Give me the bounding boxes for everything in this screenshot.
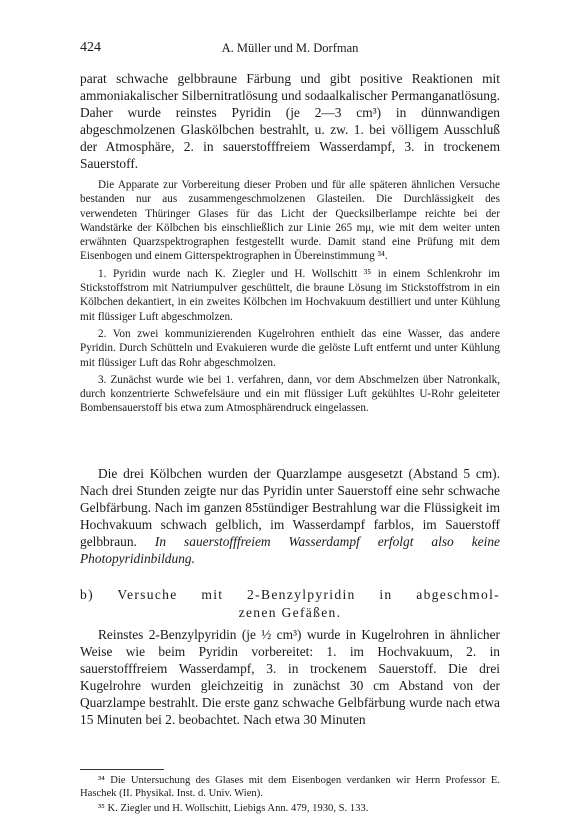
footnotes [80, 774, 500, 815]
section-b-heading-line-2: zenen Gefäßen. [238, 605, 342, 620]
page-number: 424 [80, 40, 101, 55]
section-b-paragraph: Reinstes 2-Benzylpyridin (je ½ cm³) wurde in Kugelrohren in ähnlicher Weise wie beim Pyridin vorbereitet: 1. im Hochvakuum, 2. in sauerstofffreiem Wasserdampf, 3. in trockenem Sauerstoff. Die drei Kugelrohre wurden gleichzeitig in zunächst 30 cm Abstand von der Quarzlampe bestrahlt. Die erste ganz schwache Gelbfärbung wurde nach etwa 15 Minuten bei 2. beobachtet. Nach etwa 30 Minuten [80, 627, 500, 727]
footnote-34: ³⁴ Die Untersuchung des Glases mit dem Eisenbogen verdanken wir Herrn Professor E. Haschek (II. Physikal. Inst. d. Univ. Wien). [80, 775, 500, 800]
running-head-authors: A. Müller und M. Dorfman [221, 41, 359, 55]
results-text: Die drei Kölbchen wurden der Quarzlampe ausgesetzt (Abstand 5 cm). Nach drei Stunden zeigte nur das Pyridin unter Sauerstoff eine sehr schwache Gelbfärbung. Nach im ganzen 85stündiger Bestrahlung war die Flüssigkeit im Hochvakuum schwach gelblich, im Wasserdampf farblos, im Sauerstoff gelbbraun. [80, 466, 500, 549]
intro-block [80, 70, 500, 172]
footnote-rule [80, 769, 164, 770]
section-b-heading-line-1: b) Versuche mit 2-Benzylpyridin in abgeschmol- [80, 587, 500, 602]
small-print-block [80, 178, 500, 416]
section-b-heading [80, 586, 500, 622]
section-b-block [80, 626, 500, 728]
procedure-item-1: 1. Pyridin wurde nach K. Ziegler und H. Wollschitt ³⁵ in einem Schlenkrohr im Stickstoffstrom mit Natriumpulver geschüttelt, die braune Lösung im Stickstoffstrom in ein Kölbchen dekantiert, in ein zweites Kölbchen im Hochvakuum destilliert und unter Kühlung mit flüssiger Luft abgeschmolzen. [80, 267, 500, 323]
intro-paragraph: parat schwache gelbbraune Färbung und gibt positive Reaktionen mit ammoniakalischer Silbernitratlösung und sodaalkalischer Permanganatlösung. Daher wurde reinstes Pyridin (je 2—3 cm³) in dünnwandigen abgeschmolzenen Glaskölbchen bestrahlt, u. zw. 1. bei völligem Ausschluß der Atmosphäre, 2. in sauerstofffreiem Wasserdampf, 3. in trockenem Sauerstoff. [80, 71, 500, 171]
procedure-item-2: 2. Von zwei kommunizierenden Kugelrohren enthielt das eine Wasser, das andere Pyridin. Durch Schütteln und Evakuieren wurde die gelöste Luft entfernt und unter Kühlung mit flüssiger Luft das Rohr abgeschmolzen. [80, 327, 500, 369]
apparatus-paragraph: Die Apparate zur Vorbereitung dieser Proben und für alle späteren ähnlichen Versuche bestanden nur aus zusammengeschmolzenen Glasteilen. Die Durchlässigkeit des verwendeten Thüringer Glases für das Licht der Quecksilberlampe reichte bei der Wandstärke der Kölbchen bis einschließlich zur Linie 265 mμ, wie mit dem weiter unten erwähnten Quarzspektrographen festgestellt wurde. Damit stand eine Prüfung mit dem Eisenbogen und einem Gitterspektrographen in Übereinstimmung ³⁴. [80, 179, 500, 263]
results-block [80, 465, 500, 567]
procedure-item-3: 3. Zunächst wurde wie bei 1. verfahren, dann, vor dem Abschmelzen über Natronkalk, durch konzentrierte Schwefelsäure und ein mit flüssiger Luft gekühltes U-Rohr geleiteter Bombensauerstoff bis etwa zum Atmosphärendruck eingelassen. [80, 373, 500, 415]
results-paragraph [80, 465, 500, 567]
results-conclusion: In sauerstofffreiem Wasserdampf erfolgt also keine Photopyridinbildung. [80, 534, 500, 566]
running-head [80, 40, 500, 58]
footnote-35: ³⁵ K. Ziegler und H. Wollschitt, Liebigs Ann. 479, 1930, S. 133. [98, 802, 369, 814]
